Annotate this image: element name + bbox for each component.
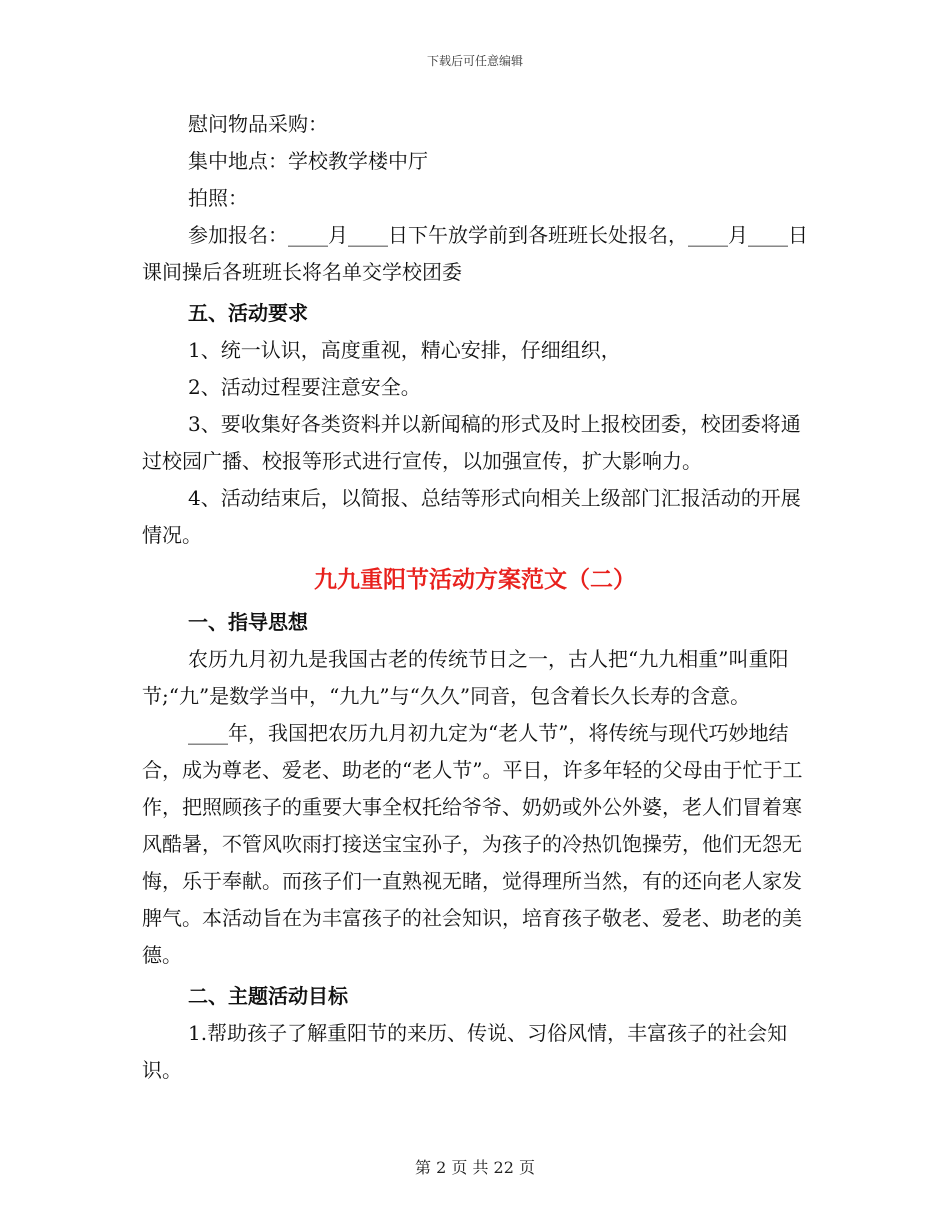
paragraph-origin: 农历九月初九是我国古老的传统节日之一，古人把“九九相重”叫重阳节;“九”是数学当中，“九九”与“久久”同音，包含着长久长寿的含意。 — [142, 647, 789, 708]
paragraph-signup: 参加报名：____月____日下午放学前到各班班长处报名，____月____日课间操后各班班长将名单交学校团委 — [142, 223, 808, 284]
document-title: 九九重阳节活动方案范文（二） — [314, 566, 636, 593]
section-heading-requirements: 五、活动要求 — [188, 301, 308, 325]
requirement-item-1: 1、统一认识，高度重视，精心安排，仔细组织， — [188, 338, 621, 362]
paragraph-photo: 拍照： — [188, 186, 248, 210]
section-heading-guiding-ideology: 一、指导思想 — [188, 610, 308, 634]
document-body — [142, 106, 808, 1089]
paragraph-location: 集中地点：学校教学楼中厅 — [188, 149, 428, 173]
paragraph-background: ____年，我国把农历九月初九定为“老人节”，将传统与现代巧妙地结合，成为尊老、爱老、助老的“老人节”。平日，许多年轻的父母由于忙于工作，把照顾孩子的重要大事全权托给爷爷、奶奶或外公外婆，老人们冒着寒风酷暑，不管风吹雨打接送宝宝孙子，为孩子的冷热饥饱操劳，他们无怨无悔，乐于奉献。而孩子们一直熟视无睹，觉得理所当然，有的还向老人家发脾气。本活动旨在为丰富孩子的社会知识，培育孩子敬老、爱老、助老的美德。 — [142, 721, 803, 967]
requirement-item-3: 3、要收集好各类资料并以新闻稿的形式及时上报校团委，校团委将通过校园广播、校报等形式进行宣传，以加强宣传，扩大影响力。 — [142, 412, 801, 473]
page-header: 下载后可任意编辑 — [426, 54, 523, 68]
requirement-item-4: 4、活动结束后，以简报、总结等形式向相关上级部门汇报活动的开展情况。 — [142, 486, 801, 547]
section-heading-goals: 二、主题活动目标 — [188, 984, 348, 1008]
paragraph-supplies: 慰问物品采购： — [188, 112, 328, 136]
requirement-item-2: 2、活动过程要注意安全。 — [188, 375, 421, 399]
goal-item-1: 1.帮助孩子了解重阳节的来历、传说、习俗风情，丰富孩子的社会知识。 — [142, 1021, 788, 1082]
page-footer: 第 2 页 共 22 页 — [415, 1158, 535, 1177]
